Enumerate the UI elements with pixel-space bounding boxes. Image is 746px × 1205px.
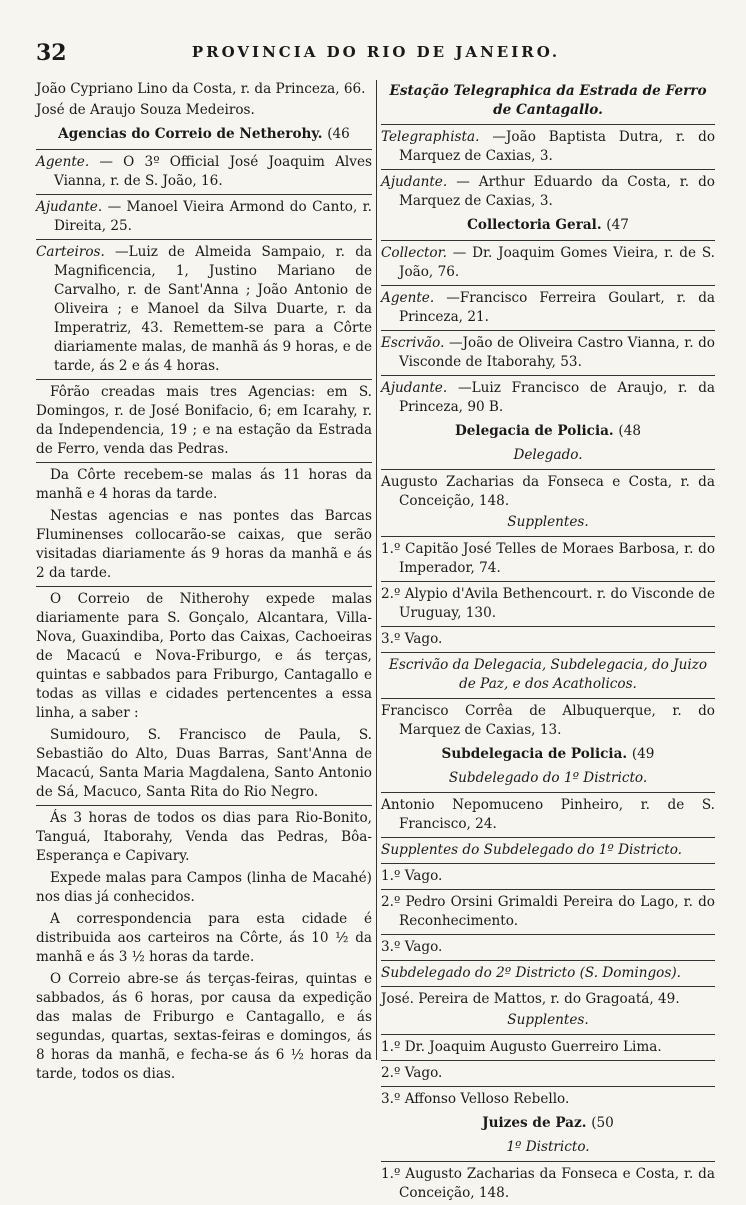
- entry-ajudante-telegrapho: Ajudante. — Arthur Eduardo da Costa, r. do Marquez de Caxias, 3.: [381, 174, 715, 209]
- section-heading-juizes: Juizes de Paz. (50: [482, 1115, 614, 1131]
- entry-collector: Collector. — Dr. Joaquim Gomes Vieira, r. de S. João, 76.: [381, 245, 715, 280]
- paragraph-caixas: Nestas agencias e nas pontes das Barcas Fluminenses collocarão-se caixas, que serão visitadas diariamente ás 9 horas da manhã e ás 2 da tarde.: [36, 508, 372, 581]
- entry-joao-cypriano: João Cypriano Lino da Costa, r. da Princeza, 66.: [36, 81, 366, 97]
- paragraph-malas-corte: Da Côrte recebem-se malas ás 11 horas da manhã e 4 horas da tarde.: [36, 467, 372, 502]
- list-item: 3.º Affonso Velloso Rebello.: [381, 1091, 570, 1107]
- label-escrivao-delegacia: Escrivão da Delegacia, Subdelegacia, do Juizo de Paz, e dos Acatholicos.: [388, 657, 708, 692]
- paragraph-horario: O Correio abre-se ás terças-feiras, quintas e sabbados, ás 6 horas, por causa da expedição das malas de Friburgo e Cantagallo, e ás segundas, quartas, sextas-feiras e domingos, ás 8 horas da manhã, e fecha-se ás 6 ½ horas da tarde, todos os dias.: [36, 971, 372, 1082]
- entry-jose-araujo: José de Araujo Souza Medeiros.: [36, 102, 255, 118]
- label-delegado: Delegado.: [513, 447, 583, 463]
- list-item: 2.º Vago.: [381, 1065, 443, 1081]
- left-column: [36, 80, 372, 1087]
- divider: [381, 986, 715, 987]
- divider: [36, 805, 372, 806]
- page-header: [36, 40, 716, 70]
- divider: [381, 1060, 715, 1061]
- divider: [381, 469, 715, 470]
- divider: [381, 285, 715, 286]
- list-item: 1.º Dr. Joaquim Augusto Guerreiro Lima.: [381, 1039, 662, 1055]
- divider: [381, 169, 715, 170]
- list-item: 3.º Vago.: [381, 631, 443, 647]
- divider: [381, 1161, 715, 1162]
- divider: [381, 124, 715, 125]
- divider: [381, 863, 715, 864]
- entry-carteiros: Carteiros. —Luiz de Almeida Sampaio, r. da Magnificencia, 1, Justino Mariano de Carvalho, r. de Sant'Anna ; João Antonio de Oliveira ; e Manoel da Silva Duarte, r. da Imperatriz, 43. Remettem-se para a Côrte diariamente malas, de manhã ás 9 horas, e de tarde, ás 2 e ás 4 horas.: [36, 244, 372, 374]
- divider: [381, 240, 715, 241]
- divider: [36, 194, 372, 195]
- divider: [381, 652, 715, 653]
- divider: [381, 960, 715, 961]
- paragraph-correspondencia: A correspondencia para esta cidade é distribuida aos carteiros na Côrte, ás 10 ½ da manhã e ás 3 ½ horas da tarde.: [36, 911, 372, 965]
- right-column: [381, 80, 715, 1205]
- entry-escrivao-delegacia: Francisco Corrêa de Albuquerque, r. do Marquez de Caxias, 13.: [381, 703, 715, 738]
- list-item: 2.º Alypio d'Avila Bethencourt. r. do Visconde de Uruguay, 130.: [381, 586, 716, 621]
- column-divider: [376, 80, 377, 1060]
- page-number: 32: [36, 40, 67, 66]
- paragraph-agencias-creadas: Fôrão creadas mais tres Agencias: em S. Domingos, r. de José Bonifacio, 6; em Icarahy, r. da Independencia, 19 ; e na estação da Estrada de Ferro, venda das Pedras.: [36, 384, 372, 457]
- entry-ajudante: Ajudante. — Manoel Vieira Armond do Canto, r. Direita, 25.: [36, 199, 372, 234]
- list-item: 1.º Augusto Zacharias da Fonseca e Costa, r. da Conceição, 148.: [381, 1166, 715, 1201]
- label-supplentes: Supplentes.: [507, 514, 589, 530]
- entry-subdelegado-1: Antonio Nepomuceno Pinheiro, r. de S. Francisco, 24.: [381, 797, 715, 832]
- entry-ajudante-collectoria: Ajudante. —Luiz Francisco de Araujo, r. da Princeza, 90 B.: [381, 380, 715, 415]
- divider: [36, 149, 372, 150]
- entry-escrivao: Escrivão. —João de Oliveira Castro Vianna, r. do Visconde de Itaborahy, 53.: [381, 335, 715, 370]
- divider: [381, 1086, 715, 1087]
- section-heading-estacao: Estação Telegraphica da Estrada de Ferro de Cantagallo.: [389, 83, 707, 118]
- divider: [381, 375, 715, 376]
- section-heading-collectoria: Collectoria Geral. (47: [467, 217, 629, 233]
- section-heading-subdelegacia: Subdelegacia de Policia. (49: [441, 746, 655, 762]
- divider: [36, 462, 372, 463]
- page-title: PROVINCIA DO RIO DE JANEIRO.: [191, 43, 561, 61]
- list-item: 3.º Vago.: [381, 939, 443, 955]
- divider: [36, 239, 372, 240]
- list-item: 1.º Capitão José Telles de Moraes Barbosa, r. do Imperador, 74.: [381, 541, 715, 576]
- label-subdelegado-2: Subdelegado do 2º Districto (S. Domingos).: [381, 965, 681, 981]
- label-supplentes-sub-1: Supplentes do Subdelegado do 1º Districto.: [381, 842, 682, 858]
- divider: [381, 837, 715, 838]
- divider: [36, 586, 372, 587]
- divider: [381, 330, 715, 331]
- divider: [381, 934, 715, 935]
- paragraph-tres-horas: Ás 3 horas de todos os dias para Rio-Bonito, Tanguá, Itaborahy, Venda das Pedras, Bôa-Esperança e Capivary.: [36, 810, 372, 864]
- divider: [381, 581, 715, 582]
- entry-telegraphista: Telegraphista. —João Baptista Dutra, r. do Marquez de Caxias, 3.: [381, 129, 715, 164]
- divider: [381, 626, 715, 627]
- entry-agente-collectoria: Agente. —Francisco Ferreira Goulart, r. da Princeza, 21.: [381, 290, 715, 325]
- divider: [36, 379, 372, 380]
- list-item: 2.º Pedro Orsini Grimaldi Pereira do Lago, r. do Reconhecimento.: [381, 894, 715, 929]
- entry-delegado: Augusto Zacharias da Fonseca e Costa, r. da Conceição, 148.: [381, 474, 715, 509]
- divider: [381, 698, 715, 699]
- divider: [381, 792, 715, 793]
- divider: [381, 1034, 715, 1035]
- divider: [381, 889, 715, 890]
- label-supplentes-2: Supplentes.: [507, 1012, 589, 1028]
- entry-agente: Agente. — O 3º Official José Joaquim Alves Vianna, r. de S. João, 16.: [36, 154, 372, 189]
- label-subdelegado-1: Subdelegado do 1º Districto.: [448, 770, 648, 786]
- paragraph-localidades: Sumidouro, S. Francisco de Paula, S. Sebastião do Alto, Duas Barras, Sant'Anna de Macacú, Santa Maria Magdalena, Santo Antonio de Sá, Macuco, Santa Rita do Rio Negro.: [36, 727, 372, 800]
- label-districto-1: 1º Districto.: [506, 1139, 590, 1155]
- section-heading-delegacia: Delegacia de Policia. (48: [454, 423, 641, 439]
- paragraph-correio-expede: O Correio de Nitherohy expede malas diariamente para S. Gonçalo, Alcantara, Villa-Nova, Guaxindiba, Porto das Caixas, Cachoeiras de Macacú e Nova-Friburgo, e ás terças, quintas e sabbados para Friburgo, Cantagallo e todas as villas e cidades pertencentes a essa linha, a saber :: [36, 591, 372, 721]
- divider: [381, 536, 715, 537]
- list-item: 1.º Vago.: [381, 868, 443, 884]
- section-heading-agencias: Agencias do Correio de Netherohy. (46: [58, 126, 350, 142]
- section-ref: (46: [327, 126, 350, 142]
- entry-subdelegado-2: José. Pereira de Mattos, r. do Gragoatá, 49.: [381, 991, 680, 1007]
- paragraph-campos: Expede malas para Campos (linha de Macahé) nos dias já conhecidos.: [36, 870, 372, 905]
